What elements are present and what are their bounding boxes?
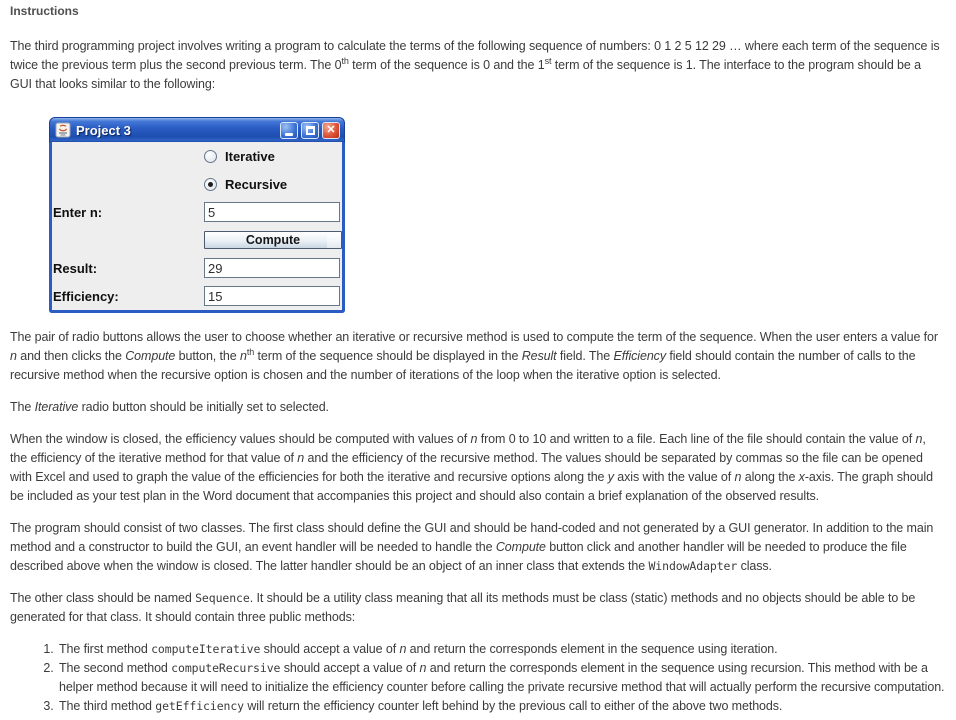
text-segment: Iterative xyxy=(34,400,79,414)
text-segment: n xyxy=(240,349,247,363)
text-segment: Efficiency xyxy=(613,349,666,363)
text-segment: WindowAdapter xyxy=(648,559,738,573)
text-segment: n xyxy=(399,642,407,656)
text-segment: getEfficiency xyxy=(155,699,244,713)
java-coffee-cup-icon xyxy=(55,122,71,138)
text-segment: field. The xyxy=(556,349,614,363)
paragraph-initial-selection xyxy=(10,398,945,417)
text-segment: and the efficiency of the recursive method. The values should be separated by commas so the file can be opened with Excel and used to graph the value of the efficiencies for both the iterative and recursive options along the xyxy=(10,451,923,484)
radio-circle-iterative[interactable] xyxy=(204,150,217,163)
intro-paragraph xyxy=(10,37,945,94)
page-title: Instructions xyxy=(10,4,79,18)
text-segment: . It should be a utility class meaning that all its methods must be class (static) methods and no objects should be able to be generated for that class. It should contain three public methods: xyxy=(10,591,916,624)
text-segment: y xyxy=(607,470,614,484)
radio-iterative[interactable] xyxy=(204,149,342,164)
close-icon: ✕ xyxy=(326,123,336,136)
spacer-cell xyxy=(52,226,204,254)
text-segment: When the window is closed, the efficiency values should be computed with values of xyxy=(10,432,471,446)
text-segment: th xyxy=(341,55,349,66)
window-title: Project 3 xyxy=(76,122,131,138)
text-segment: The third programming project involves writing a program to calculate the terms of the following sequence of numbers: 0 1 2 5 12 29 … where each term of the sequence is twice the previous term plus the second previous term. The 0 xyxy=(10,39,940,72)
text-segment: term of the sequence is 0 and the 1 xyxy=(348,58,545,72)
text-segment: class. xyxy=(737,559,772,573)
text-segment: The other class should be named xyxy=(10,591,196,605)
project3-window xyxy=(49,117,345,313)
window-content xyxy=(49,142,345,313)
radio-iterative-label: Iterative xyxy=(225,148,275,164)
window-titlebar[interactable] xyxy=(49,117,345,142)
radio-circle-recursive[interactable] xyxy=(204,178,217,191)
maximize-icon xyxy=(306,126,315,135)
text-segment: from 0 to 10 and written to a file. Each line of the file should contain the value of xyxy=(477,432,916,446)
radio-recursive-label: Recursive xyxy=(225,176,288,192)
text-segment: Compute xyxy=(125,349,176,363)
text-segment: button, the xyxy=(175,349,241,363)
text-segment: The program should consist of two classes. The first class should define the GUI and should be hand-coded and not generated by a GUI generator. In addition to the main method and a constructor to build the GUI, an event handler will be needed to handle the xyxy=(10,521,934,554)
paragraph-radio-buttons xyxy=(10,328,945,385)
paragraph-file-output xyxy=(10,430,945,506)
text-segment: axis with the value of xyxy=(613,470,735,484)
text-segment: n xyxy=(297,451,305,465)
text-segment: n xyxy=(915,432,923,446)
text-segment: should accept a value of xyxy=(260,642,400,656)
text-segment: should accept a value of xyxy=(280,661,420,675)
minimize-icon xyxy=(285,133,293,136)
text-segment: and return the corresponds element in the sequence using recursion. This method with be a helper method because it will need to initialize the efficiency counter before calling the private recursive method that will actually perform the recursive computation. xyxy=(59,661,945,694)
text-segment: st xyxy=(544,55,552,66)
text-segment: Sequence xyxy=(195,591,250,605)
text-segment: n xyxy=(734,470,742,484)
text-segment: th xyxy=(246,346,255,357)
method-list xyxy=(10,640,945,716)
enter-n-label: Enter n: xyxy=(53,204,103,220)
text-segment: will return the efficiency counter left behind by the previous call to either of the above two methods. xyxy=(244,699,783,713)
enter-n-input[interactable] xyxy=(204,202,340,222)
spacer-cell xyxy=(52,170,204,198)
text-segment: The third method xyxy=(59,699,156,713)
text-segment: and then clicks the xyxy=(16,349,126,363)
text-segment: x xyxy=(798,470,805,484)
text-segment: The first method xyxy=(59,642,152,656)
result-label: Result: xyxy=(53,260,98,276)
minimize-button[interactable] xyxy=(280,122,298,139)
text-segment: button click and another handler will be needed to produce the file described above when the window is closed. The latter handler should be an object of an inner class that extends the xyxy=(10,540,907,573)
compute-button[interactable]: Compute xyxy=(204,231,342,249)
text-segment: along the xyxy=(741,470,799,484)
gui-screenshot-figure xyxy=(49,117,345,313)
list-item-compute-iterative xyxy=(57,640,945,659)
text-segment: The second method xyxy=(59,661,172,675)
maximize-button[interactable] xyxy=(301,122,319,139)
text-segment: n xyxy=(10,349,17,363)
efficiency-label: Efficiency: xyxy=(53,288,119,304)
list-item-compute-recursive xyxy=(57,659,945,697)
text-segment: radio button should be initially set to selected. xyxy=(78,400,329,414)
text-segment: , the efficiency of the iterative method for that value of xyxy=(10,432,926,465)
text-segment: The pair of radio buttons allows the user to choose whether an iterative or recursive method is used to compute the term of the sequence. When the user enters a value for xyxy=(10,330,938,344)
text-segment: computeIterative xyxy=(151,642,261,656)
text-segment: term of the sequence should be displayed in the xyxy=(254,349,522,363)
text-segment: -axis. The graph should be included as your test plan in the Word document that accompanies this project and should also contain a brief explanation of the observed results. xyxy=(10,470,933,503)
result-input[interactable] xyxy=(204,258,340,278)
text-segment: computeRecursive xyxy=(171,661,281,675)
spacer-cell xyxy=(52,142,204,170)
text-segment: n xyxy=(419,661,427,675)
text-segment: and return the corresponds element in the sequence using iteration. xyxy=(406,642,778,656)
text-segment: Compute xyxy=(495,540,546,554)
close-button[interactable] xyxy=(322,122,340,139)
paragraph-sequence-class xyxy=(10,589,945,627)
text-segment: Result xyxy=(521,349,557,363)
radio-recursive[interactable] xyxy=(204,177,342,192)
window-controls xyxy=(280,122,340,139)
text-segment: term of the sequence is 1. The interface to the program should be a GUI that looks similar to the following: xyxy=(10,58,921,91)
list-item-get-efficiency xyxy=(57,697,945,716)
text-segment: The xyxy=(10,400,35,414)
efficiency-input[interactable] xyxy=(204,286,340,306)
text-segment: field should contain the number of calls to the recursive method when the recursive option is chosen and the number of iterations of the loop when the iterative option is selected. xyxy=(10,349,916,382)
paragraph-two-classes xyxy=(10,519,945,576)
text-segment: n xyxy=(470,432,478,446)
